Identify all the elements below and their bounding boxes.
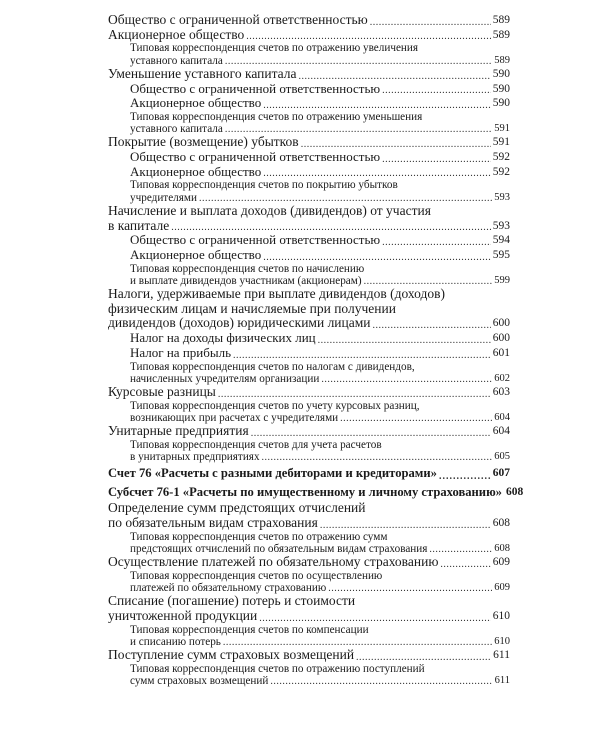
toc-entry-title-line: Акционерное общество [130,163,262,179]
dot-leader [340,413,492,424]
dot-leader [439,471,491,482]
toc-page-number: 604 [492,425,510,438]
toc-entry-title-line: начисленных учредителям организации [130,372,320,385]
toc-entry[interactable] [108,263,510,287]
toc-page-number: 590 [492,67,510,80]
toc-section-heading[interactable] [108,464,510,482]
toc-entry-title-line: Определение сумм предстоящих отчислений [108,500,366,516]
dot-leader [429,544,492,555]
toc-entry-title-line: Типовая корреспонденция счетов по отражению поступлений [130,662,425,675]
toc-entry[interactable] [108,135,510,150]
toc-page-number: 602 [494,372,510,384]
toc-entry[interactable] [108,501,510,530]
toc-entry-title-line: Типовая корреспонденция счетов по отражению сумм [130,530,388,543]
toc-page-number: 594 [492,234,510,247]
toc-page-number: 607 [492,467,510,480]
toc-entry[interactable] [108,361,510,385]
toc-page-number: 592 [492,151,510,164]
toc-entry[interactable] [108,233,510,248]
toc-entry[interactable] [108,331,510,346]
toc-entry[interactable] [108,570,510,594]
toc-entry[interactable] [108,555,510,570]
dot-leader [373,320,491,331]
toc-page-number: 603 [492,385,510,398]
toc-entry[interactable] [108,287,510,331]
toc-section-heading[interactable] [108,483,524,501]
toc-page-number: 609 [494,581,510,593]
toc-entry[interactable] [108,82,510,97]
dot-leader [321,374,492,385]
dot-leader [370,17,491,28]
dot-leader [246,31,491,42]
toc-entry[interactable] [108,624,510,648]
toc-entry[interactable] [108,204,510,233]
toc-entry-title-line: по обязательным видам страхования [108,514,318,530]
toc-entry[interactable] [108,663,510,687]
toc-entry[interactable] [108,439,510,463]
toc-entry-title-line: Осуществление платежей по обязательному страхованию [108,554,439,570]
toc-page-number: 600 [492,332,510,345]
dot-leader [233,350,491,361]
toc-entry[interactable] [108,96,510,111]
dot-leader [318,335,491,346]
toc-page-number: 605 [494,451,510,462]
dot-leader [263,100,491,111]
toc-entry-title-line: Унитарные предприятия [108,423,249,439]
toc-entry[interactable] [108,594,510,623]
toc-entry-title-line: Типовая корреспонденция счетов по компенсации [130,623,369,636]
toc-entry-title-line: Курсовые разницы [108,383,216,399]
toc-entry-title-line: Уменьшение уставного капитала [108,65,297,81]
dot-leader [320,520,491,531]
toc-page-number: 601 [492,346,510,359]
toc-entry-title-line: Общество с ограниченной ответственностью [108,12,368,27]
toc-entry[interactable] [108,13,510,28]
toc-page-number: 608 [494,542,510,554]
toc-page-number: 593 [494,191,510,203]
toc-entry-title-line: Типовая корреспонденция счетов по учету курсовых разниц, [130,399,420,412]
toc-entry[interactable] [108,346,510,361]
toc-entry-title-line: Типовая корреспонденция счетов по отражению увеличения [130,42,419,55]
toc-entry-title-line: предстоящих отчислений по обязательным видам страхования [130,542,428,555]
dot-leader [262,452,493,463]
toc-page-number: 595 [492,248,510,261]
toc-entry[interactable] [108,385,510,400]
toc-page-number: 611 [494,674,510,686]
toc-entry[interactable] [108,400,510,424]
toc-entry[interactable] [108,648,510,663]
dot-leader [259,613,490,624]
toc-entry-title-line: Типовая корреспонденция счетов по налогам с дивидендов, [130,360,415,373]
toc-page-number: 593 [492,219,510,232]
toc-entry-title-line: Акционерное общество [130,246,262,262]
toc-entry-title-line: Счет 76 «Расчеты с разными дебиторами и кредиторами» [108,466,437,481]
toc-entry[interactable] [108,531,510,555]
toc-entry-title-line: Субсчет 76-1 «Расчеты по имущественному и личному страхованию» [108,485,502,500]
toc-entry-title-line: и выплате дивидендов участникам (акционерам) [130,274,362,287]
toc-entry-title-line: физическим лицам и начисляемые при получении [108,300,396,316]
toc-page-number: 589 [492,14,510,26]
toc-entry-title-line: уставного капитала [130,54,223,67]
toc-entry-title-line: платежей по обязательному страхованию [130,581,327,594]
toc-entry-title-line: Типовая корреспонденция счетов по покрытию убытков [130,179,398,192]
toc-entry-title-line: Общество с ограниченной ответственностью [130,80,381,96]
toc-entry-title-line: уставного капитала [130,123,223,136]
toc-page-number: 591 [492,136,510,149]
toc-page-number: 611 [493,648,510,661]
toc-entry-title-line: Налог на прибыль [130,344,231,360]
toc-entry-title-line: учредителями [130,191,197,204]
toc-page-number: 589 [492,28,510,41]
toc-page-number: 599 [494,274,510,286]
toc-entry[interactable] [108,150,510,165]
toc-entry-title-line: Начисление и выплата доходов (дивидендов) от участия [108,202,431,218]
dot-leader [356,652,491,663]
toc-entry[interactable] [108,248,510,263]
toc-page-number: 608 [492,516,510,529]
toc-entry-title-line: Типовая корреспонденция счетов по осуществлению [130,569,383,582]
toc-entry-title-line: возникающих при расчетах с учредителями [130,411,339,424]
toc-entry[interactable] [108,28,510,43]
dot-leader [251,428,491,439]
toc-entry-title-line: Типовая корреспонденция счетов для учета расчетов [130,438,382,451]
toc-entry-title-line: Налог на доходы физических лиц [130,330,316,346]
dot-leader [263,168,491,179]
toc-entry-title-line: дивидендов (доходов) юридическими лицами [108,315,371,331]
toc-page-number: 609 [492,556,510,569]
table-of-contents [108,12,524,687]
toc-entry-title-line: и списанию потерь [130,635,221,648]
toc-entry[interactable] [108,42,510,66]
dot-leader [440,559,490,570]
toc-page-number: 590 [492,82,510,95]
toc-entry-title-line: Поступление сумм страховых возмещений [108,646,355,662]
toc-entry-title-line: Типовая корреспонденция счетов по отражению уменьшения [130,110,423,123]
dot-leader [270,676,492,687]
toc-entry-title-line: в капитале [108,217,170,233]
toc-entry-title-line: в унитарных предприятиях [130,451,260,463]
toc-entry-title-line: сумм страховых возмещений [130,674,269,687]
toc-page-number: 600 [492,317,510,330]
toc-page-number: 590 [492,97,510,110]
dot-leader [382,237,491,248]
toc-page-number: 604 [494,411,510,423]
toc-entry[interactable] [108,424,510,439]
dot-leader [263,252,491,263]
toc-entry-title-line: уничтоженной продукции [108,607,258,623]
toc-entry-title-line: Общество с ограниченной ответственностью [130,232,381,248]
toc-entry-title-line: Типовая корреспонденция счетов по начислению [130,262,365,275]
toc-page-number: 608 [505,486,524,499]
dot-leader [382,154,491,165]
dot-leader [382,85,491,96]
toc-entry[interactable] [108,179,510,203]
toc-entry-title-line: Списание (погашение) потерь и стоимости [108,593,356,609]
toc-entry[interactable] [108,165,510,180]
toc-page-number: 592 [492,165,510,178]
toc-page-number: 589 [494,54,510,66]
toc-entry[interactable] [108,111,510,135]
toc-page-number: 610 [494,635,510,647]
toc-page-number: 610 [492,609,510,622]
toc-entry-title-line: Общество с ограниченной ответственностью [130,149,381,165]
toc-entry[interactable] [108,67,510,82]
toc-page-number: 591 [494,123,510,135]
dot-leader [218,389,491,400]
toc-entry-title-line: Акционерное общество [130,95,262,111]
dot-leader [299,71,491,82]
toc-entry-title-line: Покрытие (возмещение) убытков [108,134,299,150]
toc-entry-title-line: Налоги, удерживаемые при выплате дивидендов (доходов) [108,286,445,302]
toc-entry-title-line: Акционерное общество [108,26,245,42]
